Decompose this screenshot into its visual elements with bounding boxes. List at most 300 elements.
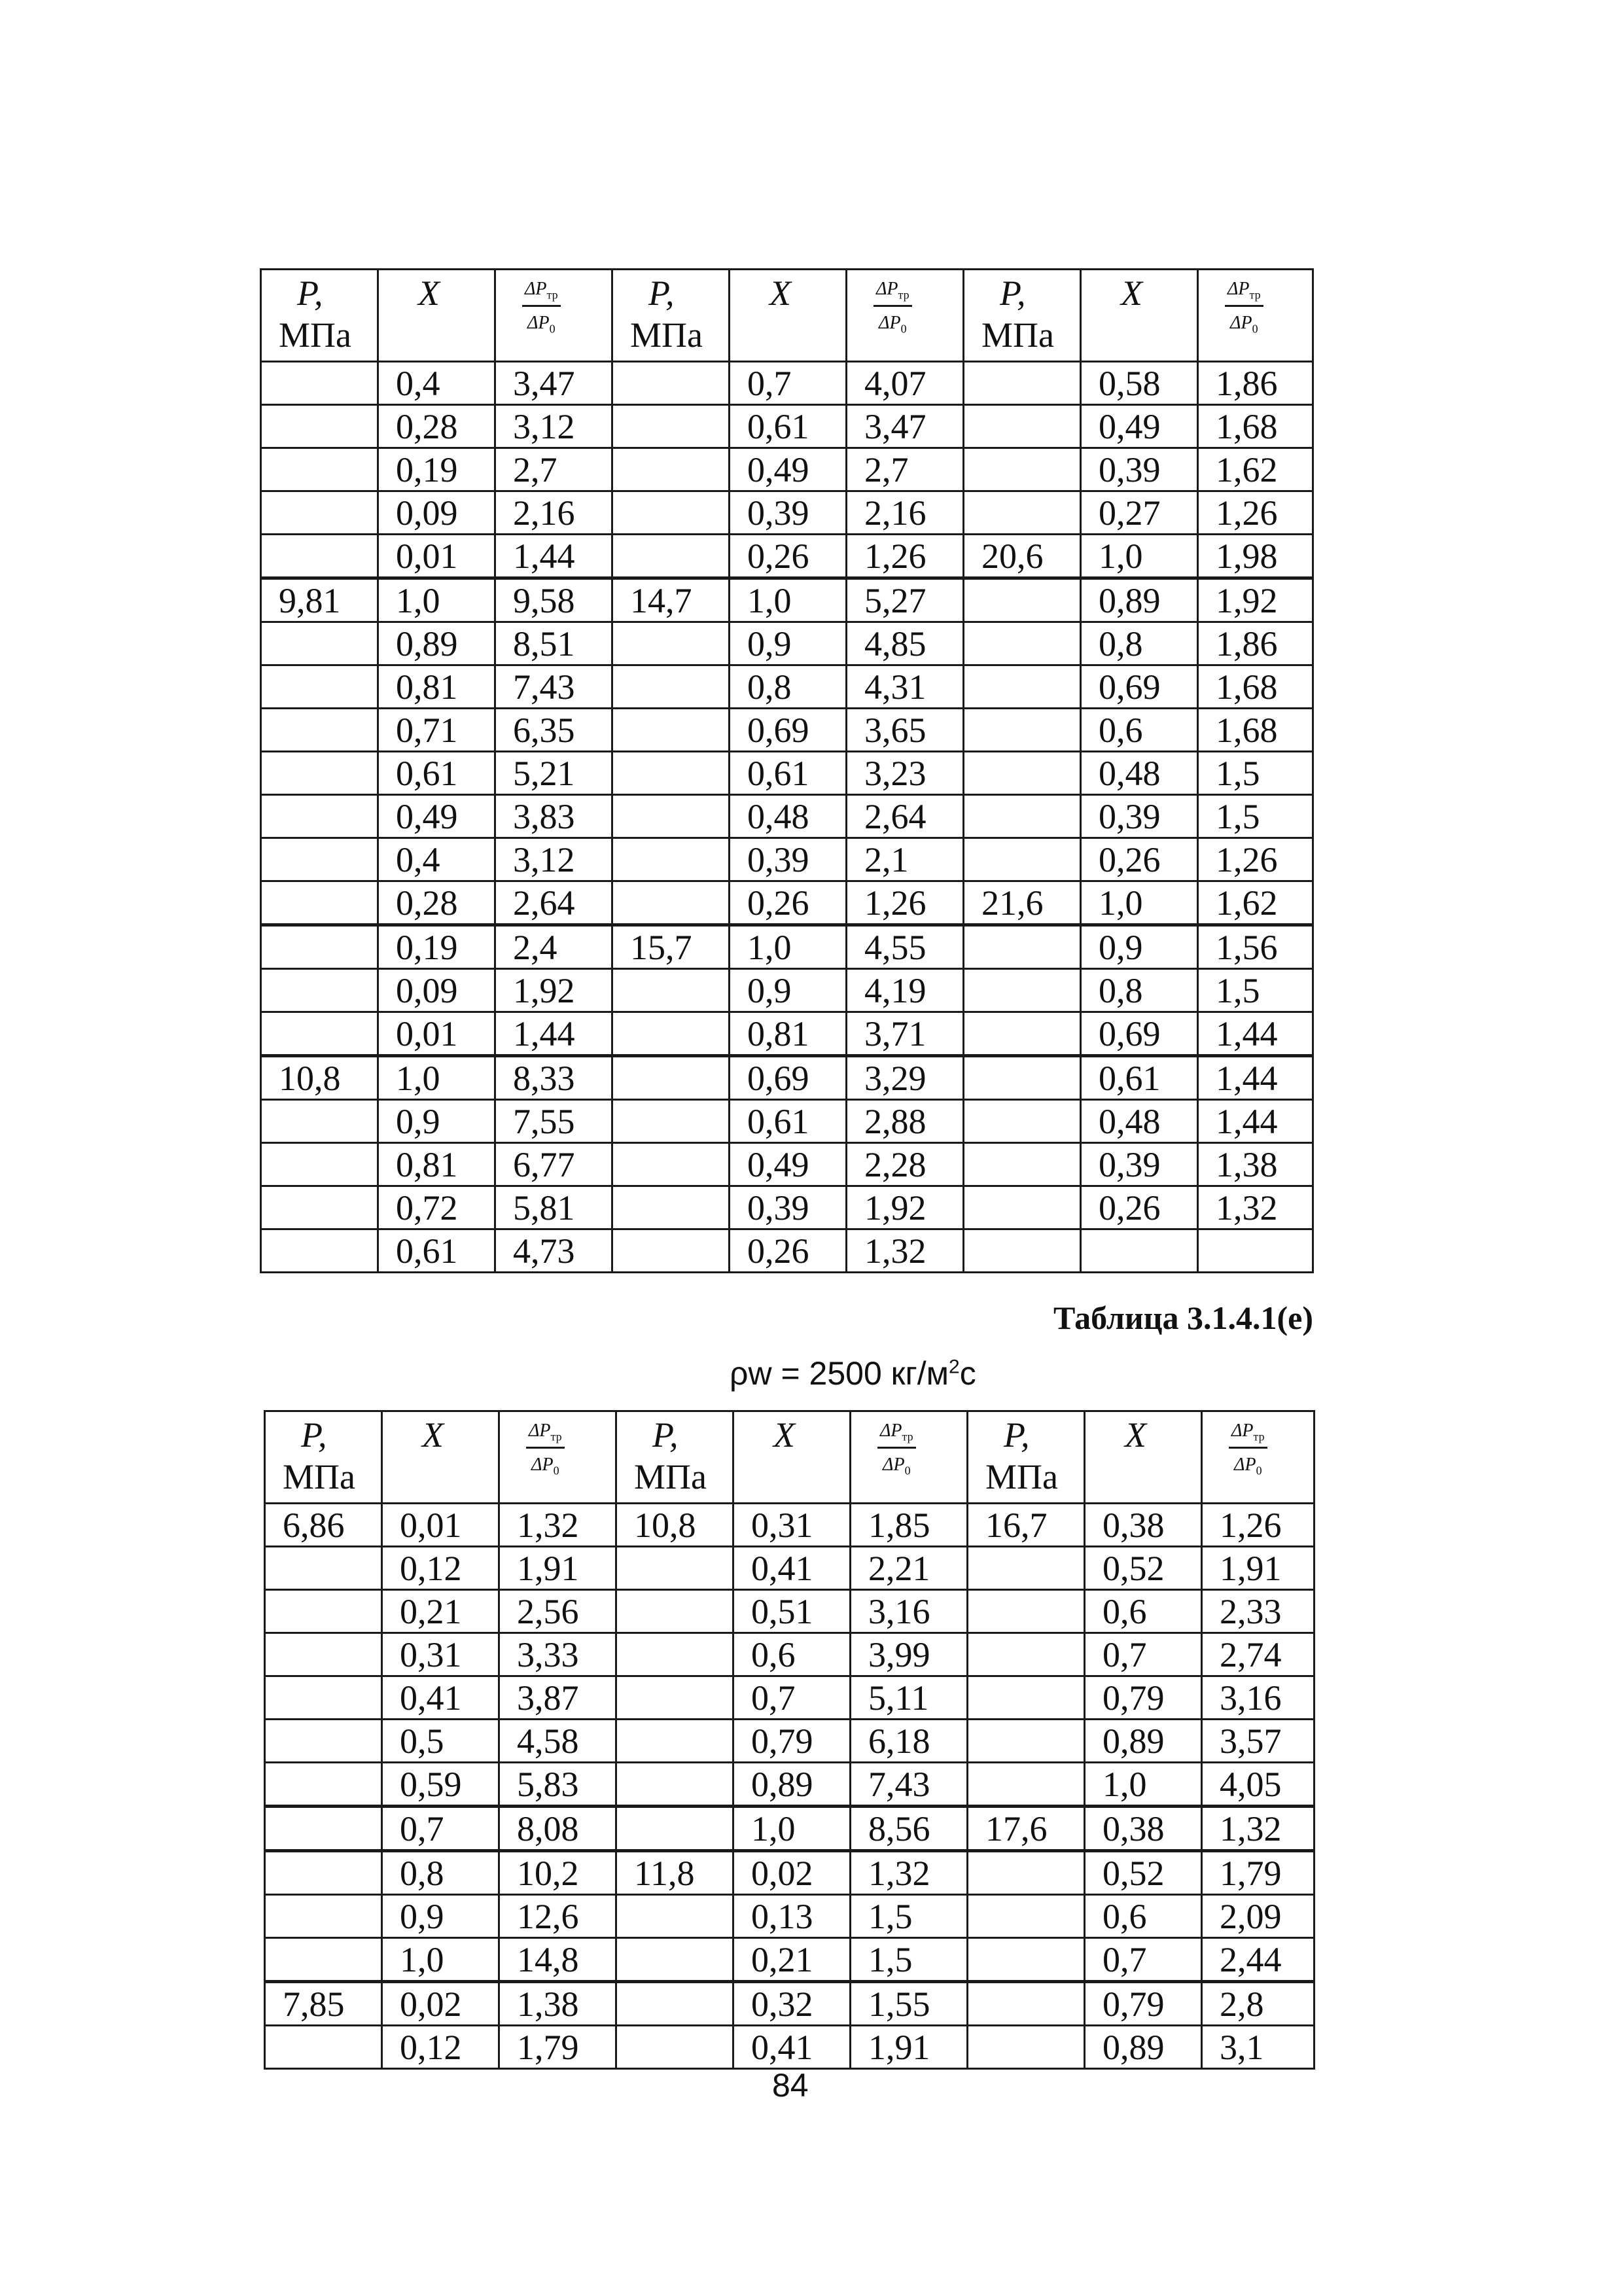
ratio-fraction [1225, 278, 1263, 336]
table-cell: 0,6 [733, 1633, 851, 1676]
table-cell: 1,56 [1198, 925, 1313, 969]
table-cell: 20,6 [964, 535, 1081, 578]
table-cell: 7,43 [851, 1763, 968, 1807]
table-cell: 14,7 [612, 578, 730, 622]
table-cell: 0,48 [1081, 1100, 1198, 1143]
table-cell: 10,8 [261, 1056, 378, 1100]
table-cell: 0,71 [378, 709, 495, 752]
table-cell: 2,8 [1202, 1982, 1315, 2026]
table-cell [612, 881, 730, 925]
table-cell: 2,16 [847, 491, 964, 535]
table-cell: 0,39 [730, 1186, 847, 1229]
table-cell: 0,19 [378, 925, 495, 969]
p-unit: МПа [985, 1457, 1058, 1496]
table-cell: 1,79 [499, 2026, 616, 2069]
table-cell [261, 881, 378, 925]
table-cell: 1,0 [1081, 535, 1198, 578]
table-cell: 0,7 [1085, 1938, 1202, 1982]
table-cell [964, 448, 1081, 491]
table-cell: 0,49 [730, 448, 847, 491]
table-cell: 0,9 [730, 969, 847, 1012]
table-cell: 1,26 [1202, 1504, 1315, 1547]
table-cell: 4,73 [495, 1229, 612, 1273]
table-cell: 1,91 [1202, 1547, 1315, 1590]
table-cell [265, 1547, 382, 1590]
table-cell: 0,7 [733, 1676, 851, 1720]
table-cell: 0,09 [378, 969, 495, 1012]
ratio-fraction [874, 278, 912, 336]
table-cell: 0,69 [730, 709, 847, 752]
header-pressure [612, 270, 730, 362]
table-cell: 2,16 [495, 491, 612, 535]
p-symbol: P, [301, 1415, 327, 1455]
table-cell: 0,9 [1081, 925, 1198, 969]
table-cell [616, 1895, 733, 1938]
table-cell [261, 1229, 378, 1273]
table-cell: 0,41 [733, 2026, 851, 2069]
table-cell: 0,39 [1081, 1143, 1198, 1186]
ratio-denominator-sub: 0 [1252, 322, 1258, 336]
table-cell: 0,12 [382, 2026, 499, 2069]
table-cell: 0,81 [378, 1143, 495, 1186]
table-cell: 1,26 [847, 881, 964, 925]
table-row [265, 1851, 1315, 1895]
table-cell: 1,5 [851, 1895, 968, 1938]
ratio-numerator: ΔP [529, 1421, 551, 1441]
table-row [265, 1895, 1315, 1938]
table-cell [968, 1720, 1085, 1763]
table-cell: 2,7 [495, 448, 612, 491]
table-cell: 8,56 [851, 1807, 968, 1851]
table-row [261, 1100, 1313, 1143]
table-cell: 1,68 [1198, 709, 1313, 752]
table-cell: 0,13 [733, 1895, 851, 1938]
table-cell [261, 1100, 378, 1143]
table-cell: 4,58 [499, 1720, 616, 1763]
table-cell: 1,85 [851, 1504, 968, 1547]
table-cell: 7,43 [495, 665, 612, 709]
table-cell [968, 1982, 1085, 2026]
table-cell: 0,5 [382, 1720, 499, 1763]
table-cell [261, 622, 378, 665]
header-quality: X [378, 270, 495, 362]
table-cell: 1,32 [1202, 1807, 1315, 1851]
ratio-denominator-sub: 0 [1256, 1464, 1262, 1477]
table-row [265, 1938, 1315, 1982]
table-cell [616, 1807, 733, 1851]
table-cell [612, 1056, 730, 1100]
p-symbol: P, [648, 274, 675, 313]
table-cell: 1,5 [1198, 752, 1313, 795]
table-cell: 1,38 [499, 1982, 616, 2026]
table-cell: 1,91 [499, 1547, 616, 1590]
table-cell: 0,8 [730, 665, 847, 709]
table-cell [612, 709, 730, 752]
table-cell: 1,62 [1198, 881, 1313, 925]
table-caption: Таблица 3.1.4.1(е) [1053, 1299, 1314, 1336]
p-unit: МПа [634, 1457, 707, 1496]
table-cell [265, 1807, 382, 1851]
table-cell [265, 1851, 382, 1895]
table-cell [265, 1938, 382, 1982]
data-table-1 [260, 268, 1314, 1273]
table-cell [616, 1547, 733, 1590]
table-cell: 2,56 [499, 1590, 616, 1633]
table-cell: 5,11 [851, 1676, 968, 1720]
table-cell [964, 665, 1081, 709]
table-cell [616, 1633, 733, 1676]
table-cell: 0,01 [378, 1012, 495, 1056]
table-cell: 10,8 [616, 1504, 733, 1547]
table-cell: 7,55 [495, 1100, 612, 1143]
table-cell [1198, 1229, 1313, 1273]
ratio-numerator-sub: тр [902, 1430, 913, 1443]
table-row [261, 665, 1313, 709]
table-cell: 1,86 [1198, 362, 1313, 405]
table-cell: 0,39 [1081, 448, 1198, 491]
table-cell: 0,79 [733, 1720, 851, 1763]
table-cell: 1,0 [378, 578, 495, 622]
table-cell: 0,39 [730, 491, 847, 535]
table-cell: 0,31 [733, 1504, 851, 1547]
table-row [261, 881, 1313, 925]
table-cell: 2,4 [495, 925, 612, 969]
table-cell: 3,16 [1202, 1676, 1315, 1720]
page-number: 84 [772, 2067, 809, 2104]
table-cell [964, 709, 1081, 752]
table-cell [616, 1938, 733, 1982]
table-cell: 0,41 [382, 1676, 499, 1720]
table-cell: 1,26 [1198, 491, 1313, 535]
table-row [265, 1676, 1315, 1720]
header-pressure [265, 1411, 382, 1504]
table-cell: 0,49 [1081, 405, 1198, 448]
table-cell [265, 1895, 382, 1938]
table-cell: 3,71 [847, 1012, 964, 1056]
table-cell: 10,2 [499, 1851, 616, 1895]
table-row [261, 448, 1313, 491]
table-cell: 1,5 [1198, 795, 1313, 838]
table-cell [261, 969, 378, 1012]
header-pressure [261, 270, 378, 362]
ratio-numerator: ΔP [1227, 279, 1250, 299]
table-cell [265, 1720, 382, 1763]
table-cell: 3,47 [495, 362, 612, 405]
table-cell: 0,89 [1085, 2026, 1202, 2069]
table-cell [612, 535, 730, 578]
table-cell [968, 1851, 1085, 1895]
table-cell: 2,09 [1202, 1895, 1315, 1938]
table-cell: 0,81 [378, 665, 495, 709]
table-cell [612, 1143, 730, 1186]
table-cell: 3,12 [495, 838, 612, 881]
table-cell: 3,57 [1202, 1720, 1315, 1763]
table-cell [964, 1012, 1081, 1056]
table-cell [261, 795, 378, 838]
table-cell: 12,6 [499, 1895, 616, 1938]
table-cell [968, 1633, 1085, 1676]
table-row [261, 578, 1313, 622]
header-row [261, 270, 1313, 362]
table-cell: 0,9 [382, 1895, 499, 1938]
table-cell: 0,02 [733, 1851, 851, 1895]
table-cell: 3,16 [851, 1590, 968, 1633]
table-cell [968, 1763, 1085, 1807]
table-cell: 0,6 [1081, 709, 1198, 752]
table-row [265, 1720, 1315, 1763]
table-cell: 0,81 [730, 1012, 847, 1056]
ratio-numerator-sub: тр [1253, 1430, 1265, 1443]
table-cell: 0,8 [1081, 622, 1198, 665]
table-row [261, 1056, 1313, 1100]
table-cell: 0,59 [382, 1763, 499, 1807]
table-cell [964, 752, 1081, 795]
table-cell: 4,85 [847, 622, 964, 665]
table-cell: 0,26 [730, 1229, 847, 1273]
p-unit: МПа [981, 315, 1054, 355]
table-cell [964, 1229, 1081, 1273]
table-cell: 1,44 [1198, 1012, 1313, 1056]
table-cell: 0,7 [382, 1807, 499, 1851]
table-row [261, 491, 1313, 535]
table-cell: 1,5 [851, 1938, 968, 1982]
table-cell: 2,28 [847, 1143, 964, 1186]
header-quality: X [1081, 270, 1198, 362]
table-cell: 1,0 [1081, 881, 1198, 925]
ratio-denominator: ΔP [527, 313, 550, 334]
table-cell [265, 1590, 382, 1633]
table-cell [265, 2026, 382, 2069]
table-cell: 0,12 [382, 1547, 499, 1590]
table-cell [616, 1763, 733, 1807]
table-cell: 0,41 [733, 1547, 851, 1590]
header-pressure [964, 270, 1081, 362]
table-2-body [265, 1504, 1315, 2069]
table-cell: 1,5 [1198, 969, 1313, 1012]
table-cell: 1,44 [1198, 1056, 1313, 1100]
table-cell: 0,89 [733, 1763, 851, 1807]
table-cell [616, 1720, 733, 1763]
p-symbol: P, [297, 274, 323, 313]
table-cell: 0,39 [1081, 795, 1198, 838]
ratio-denominator-sub: 0 [553, 1464, 559, 1477]
table-cell [964, 1056, 1081, 1100]
mass-flux-suffix: с [959, 1355, 976, 1392]
table-cell: 0,9 [378, 1100, 495, 1143]
table-cell: 5,83 [499, 1763, 616, 1807]
table-cell [964, 795, 1081, 838]
table-cell: 3,47 [847, 405, 964, 448]
header-ratio [499, 1411, 616, 1504]
header-ratio [1198, 270, 1313, 362]
table-cell: 1,92 [1198, 578, 1313, 622]
table-cell [612, 622, 730, 665]
table-cell: 0,02 [382, 1982, 499, 2026]
table-row [261, 969, 1313, 1012]
table-cell: 6,77 [495, 1143, 612, 1186]
table-cell: 0,51 [733, 1590, 851, 1633]
mass-flux-label [730, 1354, 976, 1392]
table-cell [968, 1895, 1085, 1938]
table-cell: 1,0 [733, 1807, 851, 1851]
table-cell: 0,61 [730, 1100, 847, 1143]
table-cell: 9,58 [495, 578, 612, 622]
ratio-numerator-sub: тр [898, 288, 909, 302]
ratio-fraction [877, 1420, 916, 1478]
table-row [261, 925, 1313, 969]
table-cell: 17,6 [968, 1807, 1085, 1851]
table-cell [968, 2026, 1085, 2069]
table-cell: 11,8 [616, 1851, 733, 1895]
table-cell: 0,89 [1081, 578, 1198, 622]
p-unit: МПа [279, 315, 351, 355]
table-cell: 3,33 [499, 1633, 616, 1676]
table-cell: 3,83 [495, 795, 612, 838]
table-cell: 1,44 [495, 535, 612, 578]
table-cell: 2,64 [495, 881, 612, 925]
table-cell: 1,26 [1198, 838, 1313, 881]
table-cell [265, 1763, 382, 1807]
table-cell [261, 362, 378, 405]
header-quality: X [382, 1411, 499, 1504]
table-cell: 0,89 [378, 622, 495, 665]
table-cell [964, 578, 1081, 622]
ratio-numerator: ΔP [880, 1421, 902, 1441]
table-cell: 0,79 [1085, 1676, 1202, 1720]
table-cell: 0,61 [730, 405, 847, 448]
table-cell: 0,72 [378, 1186, 495, 1229]
table-cell: 2,64 [847, 795, 964, 838]
table-row [265, 1807, 1315, 1851]
table-cell [964, 362, 1081, 405]
table-cell: 0,69 [1081, 665, 1198, 709]
table-row [261, 795, 1313, 838]
table-row [261, 752, 1313, 795]
table-cell: 0,6 [1085, 1895, 1202, 1938]
ratio-fraction [1229, 1420, 1267, 1478]
table-cell [612, 752, 730, 795]
table-cell [964, 1143, 1081, 1186]
table-row [265, 1633, 1315, 1676]
table-row [261, 709, 1313, 752]
ratio-denominator-sub: 0 [904, 1464, 911, 1477]
p-symbol: P, [652, 1415, 679, 1455]
header-pressure [968, 1411, 1085, 1504]
table-cell: 0,4 [378, 362, 495, 405]
table-cell [612, 491, 730, 535]
table-cell: 0,7 [730, 362, 847, 405]
table-cell [1081, 1229, 1198, 1273]
table-row [261, 1143, 1313, 1186]
table-row [261, 362, 1313, 405]
table-cell: 0,9 [730, 622, 847, 665]
table-cell: 7,85 [265, 1982, 382, 2026]
table-cell: 4,19 [847, 969, 964, 1012]
p-symbol: P, [1004, 1415, 1030, 1455]
table-cell: 0,7 [1085, 1633, 1202, 1676]
table-cell: 5,81 [495, 1186, 612, 1229]
ratio-denominator: ΔP [1234, 1455, 1256, 1475]
data-table-2 [264, 1410, 1315, 2070]
table-cell [968, 1676, 1085, 1720]
mass-flux-text: ρw = 2500 кг/м [730, 1355, 949, 1392]
table-cell: 0,49 [730, 1143, 847, 1186]
table-cell [261, 405, 378, 448]
ratio-denominator: ΔP [531, 1455, 554, 1475]
table-1-header [261, 270, 1313, 362]
table-cell: 0,26 [1081, 1186, 1198, 1229]
table-cell [261, 665, 378, 709]
table-row [261, 1012, 1313, 1056]
table-cell: 1,92 [847, 1186, 964, 1229]
table-cell: 2,7 [847, 448, 964, 491]
ratio-fraction [522, 278, 561, 336]
table-cell: 5,27 [847, 578, 964, 622]
table-cell [261, 448, 378, 491]
table-cell: 3,1 [1202, 2026, 1315, 2069]
table-cell [265, 1676, 382, 1720]
table-cell: 0,38 [1085, 1504, 1202, 1547]
table-row [261, 405, 1313, 448]
table-cell: 1,0 [382, 1938, 499, 1982]
table-row [265, 1763, 1315, 1807]
table-cell: 0,38 [1085, 1807, 1202, 1851]
table-cell: 2,74 [1202, 1633, 1315, 1676]
table-cell [261, 1186, 378, 1229]
table-cell: 14,8 [499, 1938, 616, 1982]
table-cell: 0,26 [1081, 838, 1198, 881]
table-cell [261, 1012, 378, 1056]
table-cell [265, 1633, 382, 1676]
table-row [265, 2026, 1315, 2069]
table-cell: 0,01 [378, 535, 495, 578]
table-cell [261, 925, 378, 969]
table-cell: 1,44 [1198, 1100, 1313, 1143]
ratio-numerator-sub: тр [550, 1430, 562, 1443]
table-cell: 6,18 [851, 1720, 968, 1763]
table-cell: 0,8 [382, 1851, 499, 1895]
header-quality: X [1085, 1411, 1202, 1504]
table-cell [964, 969, 1081, 1012]
header-ratio [851, 1411, 968, 1504]
table-cell [612, 1012, 730, 1056]
table-cell [261, 709, 378, 752]
table-cell [612, 969, 730, 1012]
table-row [265, 1547, 1315, 1590]
table-cell: 0,8 [1081, 969, 1198, 1012]
header-quality: X [730, 270, 847, 362]
table-cell: 1,86 [1198, 622, 1313, 665]
table-cell: 0,52 [1085, 1851, 1202, 1895]
table-cell [261, 1143, 378, 1186]
p-symbol: P, [1000, 274, 1026, 313]
ratio-numerator-sub: тр [546, 288, 558, 302]
table-cell: 3,87 [499, 1676, 616, 1720]
table-cell [616, 2026, 733, 2069]
table-cell: 0,27 [1081, 491, 1198, 535]
table-cell [261, 838, 378, 881]
table-cell: 8,51 [495, 622, 612, 665]
table-cell: 3,99 [851, 1633, 968, 1676]
table-cell: 0,28 [378, 881, 495, 925]
table-cell: 21,6 [964, 881, 1081, 925]
table-cell: 8,08 [499, 1807, 616, 1851]
table-cell: 0,32 [733, 1982, 851, 2026]
table-cell [616, 1590, 733, 1633]
table-cell: 0,69 [1081, 1012, 1198, 1056]
table-row [265, 1982, 1315, 2026]
table-cell: 2,88 [847, 1100, 964, 1143]
